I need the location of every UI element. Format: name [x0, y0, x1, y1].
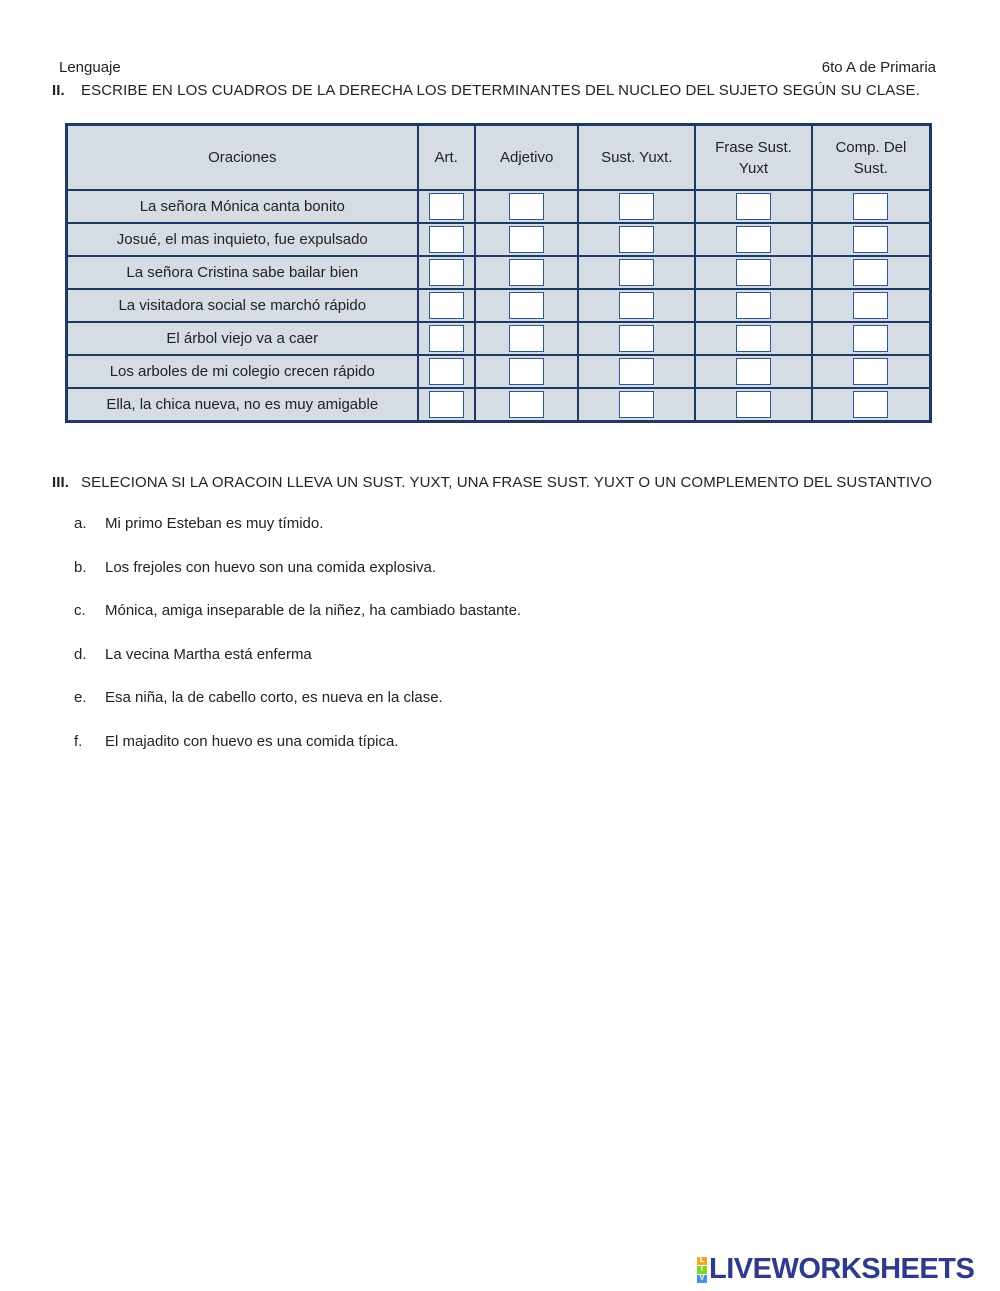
answer-box-sust-yuxt[interactable]: [619, 259, 654, 286]
answer-box-comp-del-sust[interactable]: [853, 358, 888, 385]
answer-cell-adjetivo: [475, 190, 579, 223]
section-3-title: [52, 474, 932, 491]
list-item-letter: d.: [74, 645, 87, 663]
answer-box-sust-yuxt[interactable]: [619, 226, 654, 253]
subject-label: Lenguaje: [59, 59, 121, 76]
answer-cell-comp-del-sust: [812, 256, 931, 289]
section-2-instructions: ESCRIBE EN LOS CUADROS DE LA DERECHA LOS DETERMINANTES DEL NUCLEO DEL SUJETO SEGÚN SU CLASE.: [81, 82, 920, 99]
answer-cell-sust-yuxt: [578, 388, 695, 422]
table-row: [67, 355, 931, 388]
determinants-table: [65, 123, 932, 423]
answer-cell-comp-del-sust: [812, 223, 931, 256]
sentence-cell: El árbol viejo va a caer: [67, 322, 418, 355]
answer-cell-sust-yuxt: [578, 322, 695, 355]
section-3-instructions: SELECIONA SI LA ORACOIN LLEVA UN SUST. YUXT, UNA FRASE SUST. YUXT O UN COMPLEMENTO DEL SUSTANTIVO: [81, 474, 933, 491]
sentence-cell: La visitadora social se marchó rápido: [67, 289, 418, 322]
answer-box-art[interactable]: [429, 358, 464, 385]
answer-box-comp-del-sust[interactable]: [853, 259, 888, 286]
answer-box-frase-sust-yuxt[interactable]: [736, 391, 771, 418]
list-item[interactable]: [74, 559, 521, 603]
answer-box-art[interactable]: [429, 325, 464, 352]
section-3-number: III.: [52, 474, 70, 491]
sentence-cell: Josué, el mas inquieto, fue expulsado: [67, 223, 418, 256]
answer-cell-comp-del-sust: [812, 388, 931, 422]
answer-cell-sust-yuxt: [578, 289, 695, 322]
answer-cell-art: [418, 322, 475, 355]
answer-box-art[interactable]: [429, 391, 464, 418]
answer-box-art[interactable]: [429, 193, 464, 220]
answer-box-sust-yuxt[interactable]: [619, 391, 654, 418]
answer-box-comp-del-sust[interactable]: [853, 292, 888, 319]
answer-cell-adjetivo: [475, 388, 579, 422]
answer-cell-frase-sust-yuxt: [695, 289, 812, 322]
logo-letter-v: V: [697, 1275, 707, 1283]
answer-box-adjetivo[interactable]: [509, 358, 544, 385]
table-row: [67, 256, 931, 289]
logo-letter-l: L: [697, 1257, 707, 1265]
table-header-row: [67, 125, 931, 191]
sentence-cell: Los arboles de mi colegio crecen rápido: [67, 355, 418, 388]
list-item-text: Mi primo Esteban es muy tímido.: [105, 515, 324, 532]
list-item-text: Esa niña, la de cabello corto, es nueva en la clase.: [105, 689, 443, 707]
column-header-sust-yuxt: Sust. Yuxt.: [578, 125, 695, 191]
answer-box-adjetivo[interactable]: [509, 325, 544, 352]
answer-box-adjetivo[interactable]: [509, 226, 544, 253]
list-item[interactable]: [74, 602, 521, 646]
table-row: [67, 289, 931, 322]
list-item-letter: a.: [74, 515, 87, 532]
liveworksheets-logo-icon: [697, 1257, 707, 1283]
sentence-list: [74, 515, 521, 777]
answer-box-sust-yuxt[interactable]: [619, 292, 654, 319]
answer-cell-frase-sust-yuxt: [695, 322, 812, 355]
list-item-text: La vecina Martha está enferma: [105, 645, 312, 663]
answer-box-comp-del-sust[interactable]: [853, 325, 888, 352]
answer-cell-frase-sust-yuxt: [695, 190, 812, 223]
answer-cell-art: [418, 190, 475, 223]
column-header-comp-del-sust: Comp. Del Sust.: [812, 125, 931, 191]
answer-cell-sust-yuxt: [578, 256, 695, 289]
liveworksheets-logo-text: LIVEWORKSHEETS: [709, 1253, 975, 1285]
answer-cell-adjetivo: [475, 322, 579, 355]
answer-box-sust-yuxt[interactable]: [619, 325, 654, 352]
answer-cell-frase-sust-yuxt: [695, 388, 812, 422]
list-item-letter: f.: [74, 732, 83, 750]
list-item[interactable]: [74, 689, 521, 733]
answer-box-frase-sust-yuxt[interactable]: [736, 358, 771, 385]
answer-box-art[interactable]: [429, 226, 464, 253]
answer-cell-comp-del-sust: [812, 289, 931, 322]
list-item[interactable]: [74, 646, 521, 690]
answer-box-adjetivo[interactable]: [509, 292, 544, 319]
answer-cell-sust-yuxt: [578, 355, 695, 388]
table-row: [67, 322, 931, 355]
answer-box-comp-del-sust[interactable]: [853, 193, 888, 220]
grade-label: 6to A de Primaria: [821, 59, 936, 76]
answer-box-adjetivo[interactable]: [509, 259, 544, 286]
answer-cell-comp-del-sust: [812, 190, 931, 223]
table-row: [67, 388, 931, 422]
answer-cell-adjetivo: [475, 256, 579, 289]
answer-cell-art: [418, 256, 475, 289]
column-header-oraciones: Oraciones: [67, 125, 418, 191]
column-header-art: Art.: [418, 125, 475, 191]
answer-cell-sust-yuxt: [578, 190, 695, 223]
sentence-cell: La señora Cristina sabe bailar bien: [67, 256, 418, 289]
answer-box-art[interactable]: [429, 259, 464, 286]
table-row: [67, 223, 931, 256]
list-item[interactable]: [74, 733, 521, 777]
answer-cell-art: [418, 355, 475, 388]
answer-cell-adjetivo: [475, 289, 579, 322]
answer-box-frase-sust-yuxt[interactable]: [736, 226, 771, 253]
answer-box-frase-sust-yuxt[interactable]: [736, 325, 771, 352]
answer-cell-art: [418, 289, 475, 322]
answer-cell-comp-del-sust: [812, 355, 931, 388]
answer-cell-adjetivo: [475, 223, 579, 256]
answer-cell-frase-sust-yuxt: [695, 256, 812, 289]
answer-box-adjetivo[interactable]: [509, 391, 544, 418]
sentence-cell: La señora Mónica canta bonito: [67, 190, 418, 223]
column-header-adjetivo: Adjetivo: [475, 125, 579, 191]
answer-box-sust-yuxt[interactable]: [619, 358, 654, 385]
answer-cell-art: [418, 223, 475, 256]
answer-cell-frase-sust-yuxt: [695, 355, 812, 388]
sentence-cell: Ella, la chica nueva, no es muy amigable: [67, 388, 418, 422]
list-item[interactable]: [74, 515, 521, 559]
answer-box-adjetivo[interactable]: [509, 193, 544, 220]
list-item-text: Los frejoles con huevo son una comida explosiva.: [105, 558, 437, 576]
answer-box-comp-del-sust[interactable]: [853, 391, 888, 418]
answer-box-sust-yuxt[interactable]: [619, 193, 654, 220]
column-header-frase-sust-yuxt: Frase Sust. Yuxt: [695, 125, 812, 191]
list-item-letter: c.: [74, 602, 86, 620]
answer-cell-art: [418, 388, 475, 422]
answer-box-art[interactable]: [429, 292, 464, 319]
answer-cell-comp-del-sust: [812, 322, 931, 355]
answer-box-frase-sust-yuxt[interactable]: [736, 193, 771, 220]
list-item-text: Mónica, amiga inseparable de la niñez, ha cambiado bastante.: [105, 602, 522, 620]
answer-cell-frase-sust-yuxt: [695, 223, 812, 256]
list-item-letter: e.: [74, 689, 87, 707]
liveworksheets-logo: [697, 1253, 974, 1286]
logo-letter-i: I: [697, 1266, 707, 1274]
section-2-number: II.: [52, 82, 65, 99]
answer-cell-sust-yuxt: [578, 223, 695, 256]
section-2-title: [52, 82, 920, 99]
answer-cell-adjetivo: [475, 355, 579, 388]
list-item-letter: b.: [74, 558, 87, 576]
answer-box-frase-sust-yuxt[interactable]: [736, 259, 771, 286]
answer-box-comp-del-sust[interactable]: [853, 226, 888, 253]
table-row: [67, 190, 931, 223]
answer-box-frase-sust-yuxt[interactable]: [736, 292, 771, 319]
list-item-text: El majadito con huevo es una comida típica.: [105, 732, 399, 750]
